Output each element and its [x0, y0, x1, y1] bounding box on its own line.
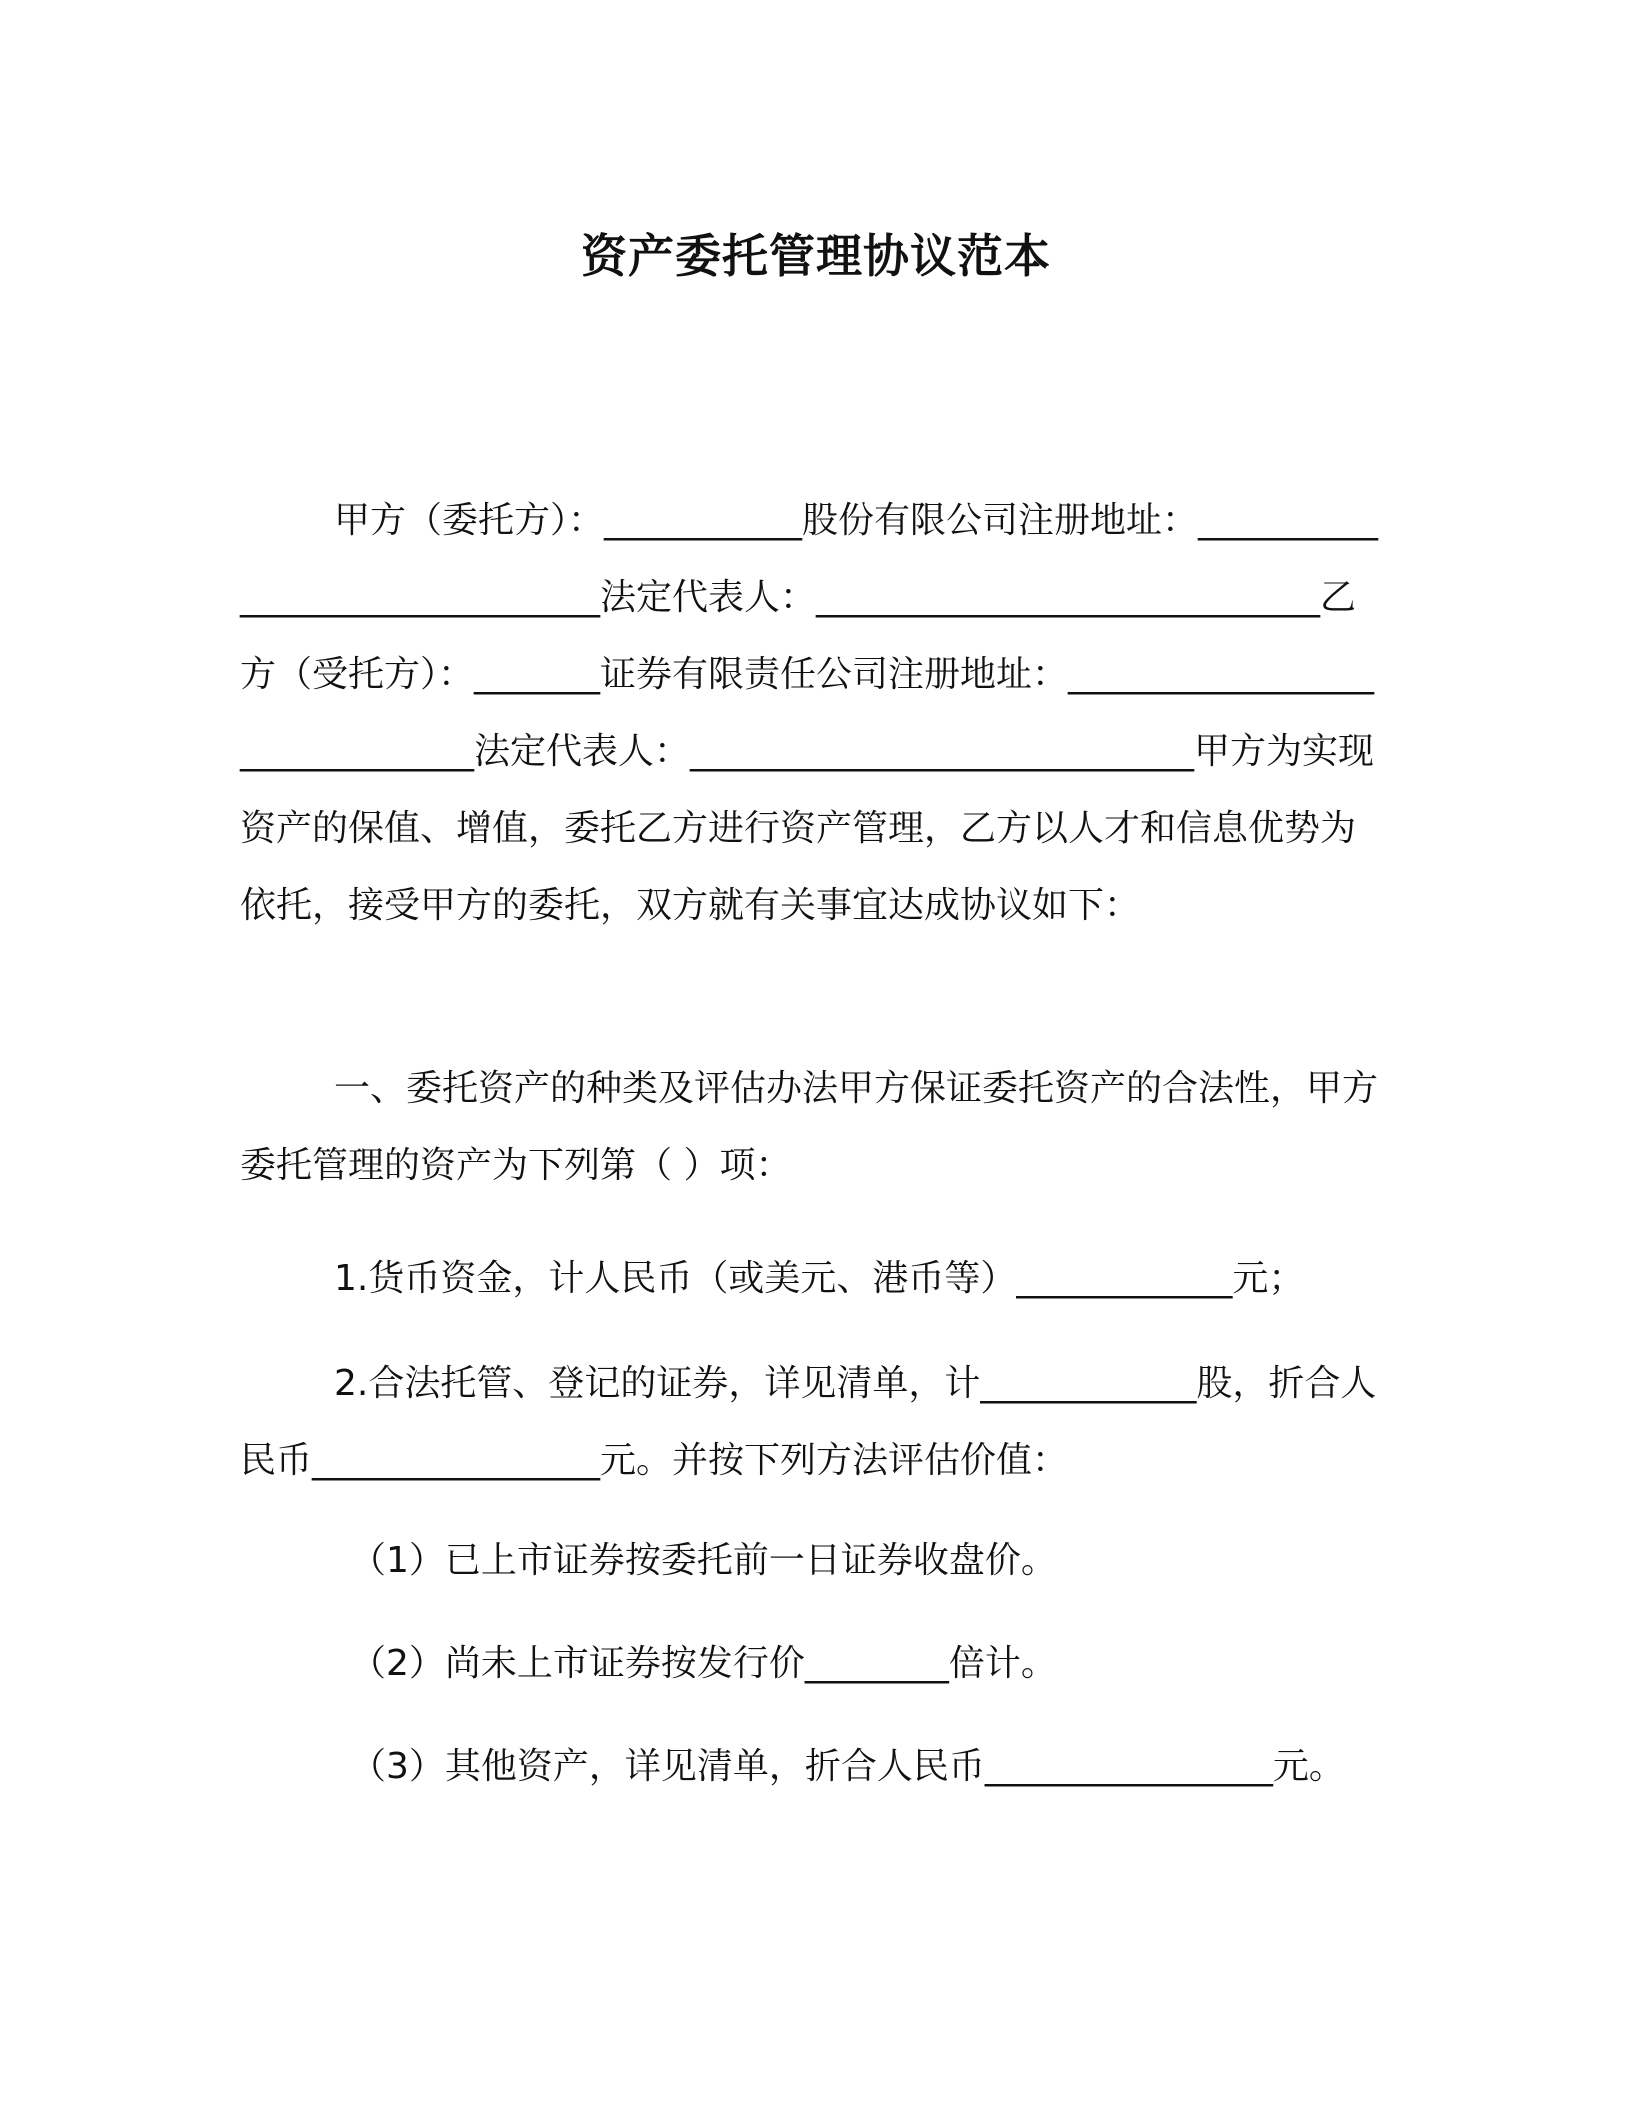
valuation-method-2: （2）尚未上市证券按发行价________倍计。: [350, 1643, 1057, 1684]
asset-item-2: 2.合法托管、登记的证券，详见清单，计____________股，折合人民币________________元。并按下列方法评估价值：: [240, 1363, 1377, 1481]
valuation-method-1: （1）已上市证券按委托前一日证券收盘价。: [350, 1540, 1057, 1581]
document-title: 资产委托管理协议范本: [581, 229, 1051, 283]
valuation-method-3: （3）其他资产，详见清单，折合人民币________________元。: [350, 1746, 1345, 1787]
asset-item-1: 1.货币资金，计人民币（或美元、港币等）____________元；: [334, 1258, 1305, 1299]
section-1-paragraph: 一、委托资产的种类及评估办法甲方保证委托资产的合法性，甲方委托管理的资产为下列第（ ）项：: [240, 1068, 1379, 1186]
intro-paragraph: 甲方（委托方）：___________股份有限公司注册地址：______________________________法定代表人：____________________________乙方（受托方）：_______证券有限责任公司注册地址：______________________________法定代表人：____________________________甲方为实现资产的保值、增值，委托乙方进行资产管理，乙方以人才和信息优势为依托，接受甲方的委托，双方就有关事宜达成协议如下：: [240, 500, 1379, 926]
